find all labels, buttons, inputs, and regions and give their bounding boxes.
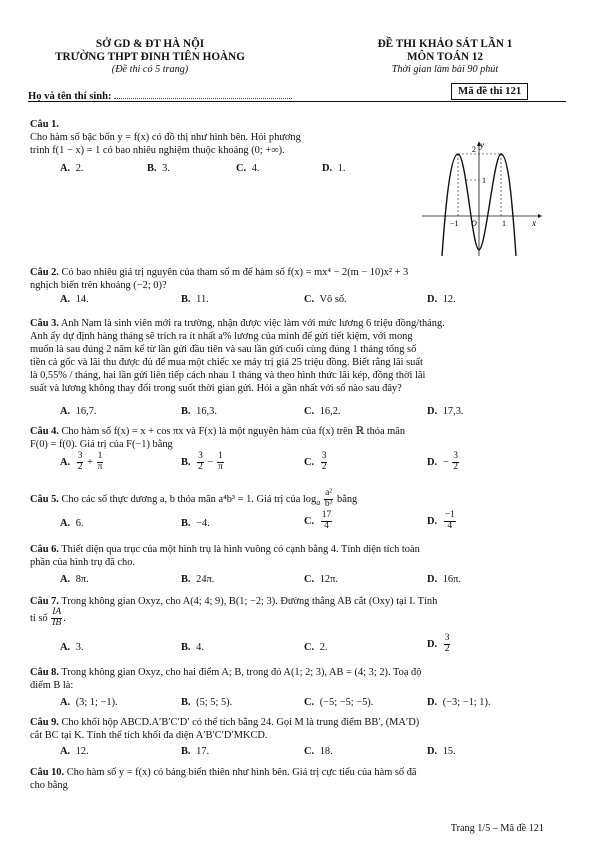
answer-value: 16,2. [317,406,341,417]
question-text-tail: bằng [337,493,358,505]
question-text-line: điểm B là: [30,680,74,691]
log-base: a [316,497,321,507]
question-text-line: cắt BC tại K. Tính thể tích khối đa diện A′B′C′D′MKCD. [30,730,268,741]
answer-a[interactable] [60,573,89,586]
answer-letter: A. [60,406,71,417]
numerator: a² [325,488,333,498]
denominator: 4 [324,520,329,531]
subject-title: MÔN TOÁN 12 [406,51,484,63]
function-graph [418,138,546,260]
answer-c[interactable] [304,452,328,473]
question-text-line: là 0,55% / tháng, hai lần gửi liên tiếp cách nhau 1 tháng và theo hình thức lãi kép, đồng thời lãi [30,370,426,381]
denominator: π [97,461,103,472]
question-9 [30,716,550,742]
fraction [197,452,204,473]
answer-letter: C. [304,642,315,653]
page-count-note: (Đề thi có 5 trang) [111,64,189,75]
time-note: Thời gian làm bài 90 phút [391,64,499,75]
denominator: π [217,461,223,472]
question-text-line: trình f(1 − x) = 1 có bao nhiêu nghiệm thuộc khoảng (0; +∞). [30,145,285,156]
answer-b[interactable] [181,452,225,473]
answer-a[interactable] [60,696,118,709]
numerator: 17 [321,510,332,520]
answer-value: 1. [335,163,346,174]
answer-b[interactable] [181,405,217,418]
question-number: Câu 5. [30,493,59,505]
answer-b[interactable] [147,162,170,175]
fraction [77,452,84,473]
department-name: SỞ GD & ĐT HÀ NỘI [95,38,205,50]
answer-c[interactable] [304,511,333,532]
denominator: b³ [324,498,333,509]
question-1 [30,118,410,157]
numerator: −1 [444,510,455,520]
question-number: Câu 2. [30,267,59,278]
x-axis-arrow [538,214,542,218]
answer-c[interactable] [304,696,373,709]
answer-letter: B. [181,518,191,529]
minus-sign: − [442,456,449,468]
answer-value: (−3; −1; 1). [440,697,491,708]
answer-value: 4. [193,642,204,653]
question-number: Câu 3. [30,318,59,329]
answer-c[interactable] [304,745,333,758]
answer-letter: C. [236,163,247,174]
denominator: 2 [321,461,327,472]
tick-label-2: 2 [472,145,476,154]
answer-d[interactable] [427,293,456,306]
denominator: 2 [198,461,203,472]
answer-b[interactable] [181,696,232,709]
answer-c[interactable] [304,293,347,306]
question-6 [30,543,550,569]
student-name-label: Họ và tên thí sinh: [28,91,112,102]
fraction [324,489,334,510]
fraction [444,634,451,655]
answer-value: 16π. [440,574,461,585]
answer-letter: A. [60,163,71,174]
answer-letter: C. [304,746,315,757]
question-text-line: Trong không gian Oxyz, cho hai điểm A; B, trong đó A(1; 2; 3), AB = (4; 3; 2). Toạ độ [61,667,422,678]
answer-letter: C. [304,456,315,468]
answer-value: 3. [159,163,170,174]
answer-c[interactable] [304,405,341,418]
question-text-line: tỉ số $\frac{IA}{IB}$ . [30,607,66,628]
answer-letter: B. [147,163,157,174]
denominator: 2 [444,643,450,654]
answer-letter: D. [427,574,438,585]
tick-label-x1: 1 [502,219,506,228]
answer-value: 2. [317,642,328,653]
exam-code-box: Mã đề thi 121 [451,83,528,100]
numerator: 3 [198,451,203,461]
question-text-line: Anh Nam là sinh viên mới ra trường, nhận được việc làm với mức lương 6 triệu đồng/tháng. [60,318,445,329]
answer-value: 16,3. [193,406,217,417]
answer-value: Vô số. [317,294,347,305]
denominator: 2 [453,461,458,472]
answer-value: 2. [73,163,84,174]
question-text-line: Trong không gian Oxyz, cho A(4; 4; 9), B(1; −2; 3). Đường thẳng AB cắt (Oxy) tại I. Tính [61,596,438,607]
answer-d[interactable] [427,696,491,709]
exam-title: ĐỀ THI KHẢO SÁT LẦN 1 [377,38,513,50]
answer-value: 12π. [317,574,338,585]
answer-value: 12. [73,746,89,757]
answer-value: 8π. [73,574,89,585]
numerator: 1 [218,451,223,461]
question-text-line: Thiết diện qua trục của một hình trụ là hình vuông có cạnh bằng 4. Tính diện tích toàn [61,544,420,555]
answer-a[interactable] [60,517,84,530]
answer-value: 12. [440,294,456,305]
question-5 [30,489,550,510]
answer-a[interactable] [60,745,89,758]
answer-letter: D. [322,163,333,174]
answer-value: 24π. [193,574,215,585]
question-text-line: Anh ấy dự định hàng tháng sẽ trích ra ít nhất a% lương của mình để gửi tiết kiệm, với mong [30,331,413,342]
answer-a[interactable] [60,641,84,654]
answer-letter: B. [181,574,191,585]
answer-value: 15. [440,746,456,757]
question-3 [30,317,562,395]
answer-letter: A. [60,518,71,529]
question-text-line: phần của hình trụ đã cho. [30,557,136,568]
question-text-line: suất và lương không thay đổi trong suốt thời gian gửi. Hỏi a gần nhất với số nào sau đây? [30,383,402,394]
answer-value: 17,3. [440,406,464,417]
answer-letter: B. [181,697,191,708]
answer-c[interactable] [236,162,260,175]
answer-a[interactable] [60,452,104,473]
question-text-line: Có bao nhiêu giá trị nguyên của tham số m để hàm số f(x) = mx⁴ − 2(m − 10)x² + 3 [61,267,409,278]
answer-a[interactable] [60,162,84,175]
answer-letter: B. [181,456,191,468]
answer-letter: D. [427,746,438,757]
answer-value: 18. [317,746,333,757]
question-10 [30,766,550,792]
answer-value: 11. [193,294,209,305]
question-number: Câu 9. [30,717,59,728]
x-axis-label: x [532,218,536,228]
numerator: IA [52,607,62,617]
question-text-line: Cho hàm số f(x) = x + cos πx và F(x) là một nguyên hàm của f(x) trên ℝ thỏa mãn [61,426,406,437]
fraction [444,511,456,532]
answer-d[interactable] [322,162,346,175]
y-axis-label: y [480,140,484,150]
question-text-line: Cho khối hộp ABCD.A′B′C′D′ có thể tích bằng 24. Gọi M là trung điểm BB′, (MA′D) [61,717,420,728]
answer-letter: D. [427,406,438,417]
answer-letter: C. [304,697,315,708]
answer-value: 3. [73,642,84,653]
denominator: 2 [77,461,83,472]
plus-sign: + [87,456,93,468]
question-text-line: tiền cả gốc và lãi thu được đủ để mua một chiếc xe máy trị giá 25 triệu đồng. Biết rằng lãi suất [30,357,423,368]
tick-label-origin: O [471,219,477,228]
student-name-dots [114,88,292,99]
answer-value: 17. [193,746,210,757]
question-text-fragment: tỉ số [30,612,48,624]
minus-sign: − [207,456,214,468]
fraction [217,452,224,473]
question-text-line: muốn là sau đúng 2 năm kể từ lần gửi đầu tiên và sau lần gửi cuối cùng đúng 1 tháng tổng số [30,344,417,355]
question-text-line: nghịch biến trên khoảng (−2; 0)? [30,280,167,291]
numerator: 3 [77,451,83,461]
answer-letter: C. [304,406,315,417]
answer-d[interactable] [427,452,460,473]
answer-letter: D. [427,638,438,650]
answer-d[interactable] [427,745,456,758]
answer-letter: B. [181,406,191,417]
fraction [321,452,328,473]
answer-value: 6. [73,518,84,529]
answer-d[interactable] [427,511,457,532]
tick-label-1: 1 [482,176,486,185]
answer-letter: C. [304,515,315,527]
question-text-line: Cho hàm số y = f(x) có bảng biến thiên như hình bên. Giá trị cực tiểu của hàm số đã [66,767,417,778]
answer-value: 16,7. [73,406,97,417]
answer-letter: A. [60,574,71,585]
answer-value: 4. [249,163,260,174]
numerator: 1 [97,451,103,461]
answer-d[interactable] [427,573,461,586]
question-7 [30,595,550,629]
school-name: TRƯỜNG THPT ĐINH TIÊN HOÀNG [55,51,245,63]
answer-value: (5; 5; 5). [193,697,233,708]
numerator: 3 [321,451,327,461]
fraction [452,452,459,473]
answer-value: (3; 1; −1). [73,697,118,708]
question-number: Câu 10. [30,767,65,778]
question-number: Câu 1. [30,119,59,130]
answer-letter: D. [427,294,438,305]
answer-letter: B. [181,746,191,757]
answer-a[interactable] [60,293,89,306]
question-number: Câu 7. [30,596,59,607]
answer-value: −4. [193,518,210,529]
denominator: IB [52,617,62,628]
answer-b[interactable] [181,745,209,758]
answer-value: 14. [73,294,89,305]
answer-letter: A. [60,746,71,757]
answer-letter: C. [304,294,315,305]
answer-b[interactable] [181,641,204,654]
question-8 [30,666,550,692]
fraction [321,511,333,532]
answer-letter: D. [427,697,438,708]
question-2 [30,266,550,292]
answer-letter: D. [427,515,438,527]
page-footer: Trang 1/5 – Mã đề 121 [450,823,544,834]
numerator: 3 [444,633,450,643]
answer-b[interactable] [181,573,214,586]
question-text-line: F(0) = f(0). Giá trị của F(−1) bằng [30,439,173,450]
header-divider [28,101,566,102]
answer-c[interactable] [304,641,328,654]
question-text-line: Cho hàm số bậc bốn y = f(x) có đồ thị như hình bên. Hỏi phương [30,132,301,143]
answer-d[interactable] [427,634,451,655]
answer-letter: D. [427,456,438,468]
answer-b[interactable] [181,293,209,306]
question-number: Câu 6. [30,544,59,555]
fraction [51,608,62,629]
answer-letter: A. [60,697,71,708]
question-number: Câu 8. [30,667,59,678]
answer-a[interactable] [60,405,97,418]
denominator: 4 [447,520,453,531]
numerator: 3 [453,451,458,461]
answer-d[interactable] [427,405,464,418]
question-4 [30,425,550,451]
question-text-line: cho bằng [30,780,68,791]
answer-letter: A. [60,642,71,653]
fraction [97,452,104,473]
answer-b[interactable] [181,517,210,530]
question-text-line: Cho các số thực dương a, b thỏa mãn a⁴b³ = 1. Giá trị của log [61,493,317,505]
answer-c[interactable] [304,573,338,586]
question-number: Câu 4. [30,426,59,437]
answer-letter: A. [60,294,71,305]
answer-letter: C. [304,574,315,585]
answer-letter: B. [181,642,191,653]
answer-letter: A. [60,456,71,468]
answer-letter: B. [181,294,191,305]
tick-label-neg1: −1 [450,219,459,228]
answer-value: (−5; −5; −5). [317,697,374,708]
